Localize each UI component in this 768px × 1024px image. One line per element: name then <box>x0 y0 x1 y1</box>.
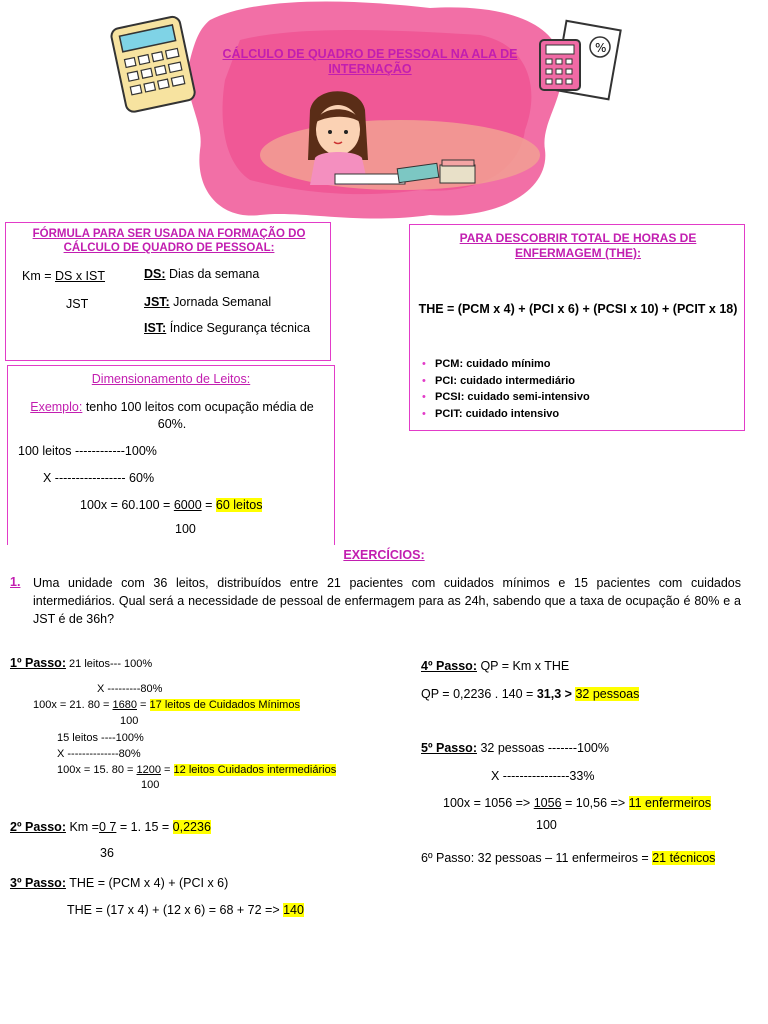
step2-denominator: 36 <box>100 846 114 860</box>
step1-line4: 100 <box>120 715 139 727</box>
the-legend <box>422 356 590 422</box>
document-calculator-icon <box>540 21 621 99</box>
the-heading: PARA DESCOBRIR TOTAL DE HORAS DE ENFERMAGEM (THE): <box>459 231 697 260</box>
step6-line: 6º Passo: 32 pessoas – 11 enfermeiros = 21 técnicos <box>421 851 716 865</box>
step3-line1: 3º Passo: THE = (PCM x 4) + (PCI x 6) <box>10 876 229 890</box>
calculator-icon <box>110 15 196 113</box>
def-ist: IST: Índice Segurança técnica <box>144 321 311 335</box>
header-illustration <box>100 0 660 225</box>
step1-line2: X ---------80% <box>97 683 163 695</box>
legend-item-pci: • PCI: cuidado intermediário <box>422 374 575 387</box>
step4-line2: QP = 0,2236 . 140 = 31,3 > 32 pessoas <box>421 687 640 701</box>
step5-line1: 5º Passo: 32 pessoas -------100% <box>421 741 609 755</box>
step4-line1: 4º Passo: QP = Km x THE <box>421 659 570 673</box>
step5-line2: X ----------------33% <box>491 769 595 783</box>
legend-item-pcsi: • PCSI: cuidado semi-intensivo <box>422 391 590 403</box>
step1-line5: 15 leitos ----100% <box>57 732 144 744</box>
step1-line3: 100x = 21. 80 = 1680 = 17 leitos de Cuidados Mínimos <box>33 699 300 711</box>
step2-line1: 2º Passo: Km =0 7 = 1. 15 = 0,2236 <box>10 820 211 834</box>
the-formula: THE = (PCM x 4) + (PCI x 6) + (PCSI x 10) + (PCIT x 18) <box>418 302 738 316</box>
legend-item-pcit: • PCIT: cuidado intensivo <box>422 407 560 420</box>
km-numerator: DS x IST <box>55 269 106 283</box>
step1-line8: 100 <box>141 779 160 791</box>
formula-heading: FÓRMULA PARA SER USADA NA FORMAÇÃO DO CÁLCULO DE QUADRO DE PESSOAL: <box>32 228 306 254</box>
step1-line6: X --------------80% <box>57 748 141 760</box>
page-title: CÁLCULO DE QUADRO DE PESSOAL NA ALA DE INTERNAÇÃO <box>222 47 518 76</box>
leitos-box <box>7 365 335 545</box>
leitos-line4: 100 <box>175 522 196 536</box>
formula-box <box>5 222 331 361</box>
step3-line2: THE = (17 x 4) + (12 x 6) = 68 + 72 => 140 <box>67 903 304 917</box>
def-ds: DS: Dias da semana <box>144 267 260 281</box>
step1-line1: 1º Passo: 21 leitos--- 100% <box>10 656 153 670</box>
leitos-line2: X ----------------- 60% <box>43 471 155 485</box>
km-label: Km = <box>22 269 55 283</box>
step1-line7: 100x = 15. 80 = 1200 = 12 leitos Cuidados intermediários <box>57 764 337 776</box>
leitos-line3: 100x = 60.100 = 6000 = 60 leitos <box>80 498 263 512</box>
km-formula <box>22 269 105 283</box>
legend-item-pcm: • PCM: cuidado mínimo <box>422 358 551 370</box>
question-text: Uma unidade com 36 leitos, distribuídos entre 21 pacientes com cuidados mínimos e 15 pacientes com cuidados intermediários. Qual será a necessidade de pessoal de enfermagem para as 24h, sabendo que a taxa de ocupação é 80% e a JST é de 36h? <box>33 576 741 626</box>
exercises-heading: EXERCÍCIOS: <box>343 548 425 562</box>
question-number: 1. <box>10 575 21 589</box>
def-jst: JST: Jornada Semanal <box>144 295 272 309</box>
svg-text:%: % <box>595 41 607 55</box>
step5-line3: 100x = 1056 => 1056 = 10,56 => 11 enfermeiros <box>443 796 712 810</box>
leitos-example: Exemplo: tenho 100 leitos com ocupação média de 60%. <box>30 400 314 431</box>
leitos-line1: 100 leitos ------------100% <box>18 444 157 458</box>
leitos-heading: Dimensionamento de Leitos: <box>91 372 251 386</box>
the-box <box>409 224 745 431</box>
step5-line4: 100 <box>536 818 557 832</box>
km-denominator: JST <box>66 297 89 311</box>
